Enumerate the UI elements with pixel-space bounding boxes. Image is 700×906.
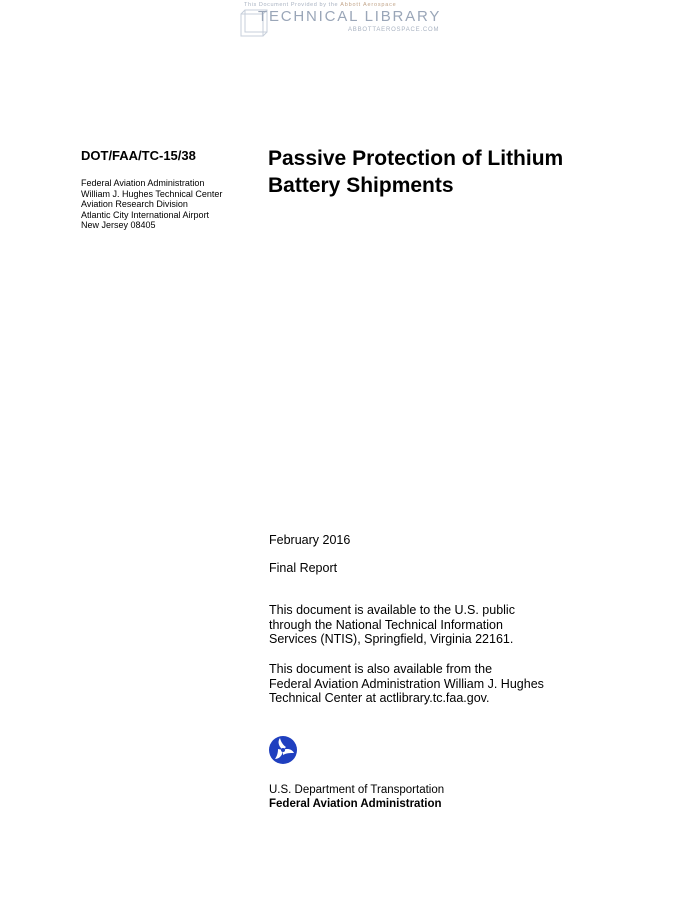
department-name: U.S. Department of Transportation [269, 784, 445, 796]
title-line: Passive Protection of Lithium [268, 147, 564, 170]
watermark-url: ABBOTTAEROSPACE.COM [348, 27, 440, 33]
availability-line: through the National Technical Information [269, 617, 503, 632]
agency-line: Federal Aviation Administration [81, 178, 205, 188]
footer-agency-block [269, 784, 444, 811]
agency-line: Aviation Research Division [81, 199, 188, 209]
watermark-title: TECHNICAL LIBRARY [258, 8, 442, 25]
document-title [268, 145, 563, 199]
report-number: DOT/FAA/TC-15/38 [81, 148, 196, 163]
report-date: February 2016 [269, 533, 351, 547]
agency-line: New Jersey 08405 [81, 220, 156, 230]
watermark-prefix: This Document Provided by the [244, 2, 339, 8]
availability-line: Federal Aviation Administration William J. Hughes [269, 676, 544, 691]
availability-line: This document is also available from the [269, 662, 493, 676]
title-line: Battery Shipments [268, 174, 454, 197]
agency-name: Federal Aviation Administration [269, 797, 442, 810]
agency-address-block [81, 178, 222, 231]
availability-line: Technical Center at actlibrary.tc.faa.gov. [269, 691, 490, 705]
availability-notice-faa [269, 662, 544, 706]
watermark-brand: Abbott Aerospace [340, 2, 397, 8]
availability-line: This document is available to the U.S. public [269, 603, 515, 617]
watermark-header [236, 2, 456, 44]
dot-logo-icon [268, 735, 298, 765]
agency-line: William J. Hughes Technical Center [81, 188, 223, 199]
availability-notice-ntis [269, 603, 515, 647]
agency-line: Atlantic City International Airport [81, 209, 210, 220]
availability-line: Services (NTIS), Springfield, Virginia 22161. [269, 632, 514, 646]
report-type: Final Report [269, 561, 338, 575]
